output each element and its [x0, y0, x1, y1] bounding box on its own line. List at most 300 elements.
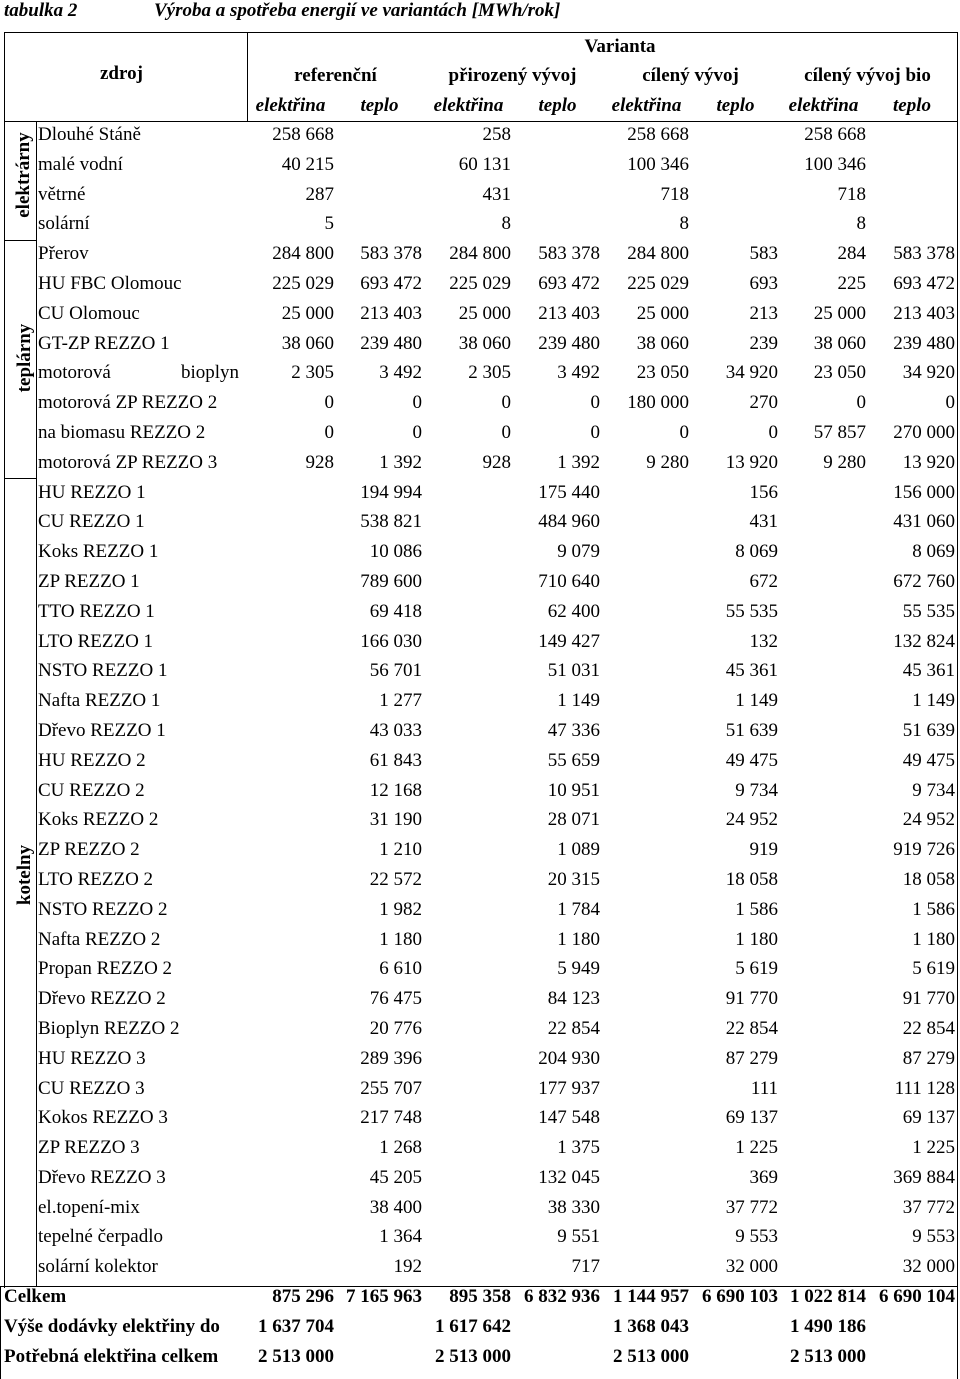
value-cell: 156 000 — [893, 481, 955, 503]
value-cell: 255 707 — [360, 1077, 422, 1099]
value-cell: 57 857 — [813, 421, 866, 443]
header-sub: teplo — [360, 95, 399, 116]
row-label: TTO REZZO 1 — [38, 600, 155, 622]
value-cell: 28 071 — [547, 809, 600, 831]
value-cell: 0 — [590, 392, 600, 414]
row-label: Bioplyn REZZO 2 — [38, 1017, 180, 1039]
table-header — [0, 0, 960, 122]
total-row — [0, 1313, 960, 1343]
value-cell: 239 — [749, 332, 778, 354]
value-cell: 132 045 — [538, 1166, 600, 1188]
value-cell: 1 368 043 — [613, 1315, 689, 1337]
row-label: Celkem — [4, 1286, 67, 1308]
value-cell: 1 149 — [912, 690, 955, 712]
table-row — [0, 1134, 960, 1164]
value-cell: 1 144 957 — [613, 1286, 689, 1308]
value-cell: 1 149 — [735, 690, 778, 712]
value-cell: 111 128 — [894, 1077, 955, 1099]
value-cell: 62 400 — [547, 600, 600, 622]
value-cell: 0 — [768, 421, 778, 443]
row-label: ZP REZZO 2 — [38, 839, 140, 861]
value-cell: 76 475 — [369, 988, 422, 1010]
value-cell: 8 — [501, 213, 511, 235]
value-cell: 928 — [482, 451, 511, 473]
value-cell: 20 315 — [547, 868, 600, 890]
group-label-kotelny: kotelny — [14, 844, 35, 906]
table-row — [0, 389, 960, 419]
row-label-secondary: bioplyn — [181, 362, 240, 384]
value-cell: 5 — [324, 213, 334, 235]
table-row — [0, 151, 960, 181]
value-cell: 284 800 — [627, 243, 689, 265]
value-cell: 1 180 — [379, 928, 422, 950]
value-cell: 194 994 — [360, 481, 422, 503]
value-cell: 22 854 — [902, 1017, 955, 1039]
table-row — [0, 479, 960, 509]
header-variant-cileny: cílený vývoj — [642, 65, 739, 86]
value-cell: 60 131 — [458, 153, 511, 175]
row-label: CU REZZO 1 — [38, 511, 145, 533]
value-cell: 32 000 — [725, 1256, 778, 1278]
value-cell: 3 492 — [379, 362, 422, 384]
header-sub: teplo — [716, 95, 755, 116]
value-cell: 37 772 — [902, 1196, 955, 1218]
value-cell: 1 149 — [557, 690, 600, 712]
value-cell: 23 050 — [636, 362, 689, 384]
table-row — [0, 628, 960, 658]
row-label: GT-ZP REZZO 1 — [38, 332, 170, 354]
value-cell: 225 029 — [272, 272, 334, 294]
value-cell: 2 513 000 — [258, 1345, 334, 1367]
value-cell: 37 772 — [725, 1196, 778, 1218]
value-cell: 12 168 — [369, 779, 422, 801]
value-cell: 25 000 — [281, 302, 334, 324]
table-row — [0, 1164, 960, 1194]
table-row — [0, 1223, 960, 1253]
table-row — [0, 747, 960, 777]
value-cell: 718 — [837, 183, 866, 205]
value-cell: 13 920 — [902, 451, 955, 473]
table-row — [0, 419, 960, 449]
value-cell: 9 280 — [823, 451, 866, 473]
table-row — [0, 1194, 960, 1224]
table-row — [0, 210, 960, 240]
value-cell: 31 190 — [369, 809, 422, 831]
value-cell: 287 — [305, 183, 334, 205]
value-cell: 49 475 — [902, 749, 955, 771]
value-cell: 84 123 — [547, 988, 600, 1010]
value-cell: 204 930 — [538, 1047, 600, 1069]
value-cell: 2 305 — [291, 362, 334, 384]
row-label: malé vodní — [38, 153, 123, 175]
total-row — [0, 1343, 960, 1373]
value-cell: 18 058 — [902, 868, 955, 890]
value-cell: 6 690 103 — [702, 1286, 778, 1308]
value-cell: 239 480 — [893, 332, 955, 354]
group-label-teplarny: teplárny — [14, 323, 35, 393]
row-label: HU REZZO 1 — [38, 481, 146, 503]
header-zdroj: zdroj — [100, 63, 143, 84]
value-cell: 22 854 — [547, 1017, 600, 1039]
value-cell: 225 — [837, 272, 866, 294]
table-row — [0, 240, 960, 270]
row-label: HU REZZO 3 — [38, 1047, 146, 1069]
value-cell: 1 392 — [557, 451, 600, 473]
value-cell: 693 472 — [893, 272, 955, 294]
value-cell: 69 137 — [725, 1107, 778, 1129]
value-cell: 928 — [305, 451, 334, 473]
value-cell: 672 760 — [893, 570, 955, 592]
value-cell: 9 553 — [735, 1226, 778, 1248]
row-label: NSTO REZZO 2 — [38, 898, 168, 920]
value-cell: 1 180 — [912, 928, 955, 950]
value-cell: 284 800 — [272, 243, 334, 265]
row-label: CU Olomouc — [38, 302, 140, 324]
border-header-split — [247, 32, 248, 121]
row-label: motorová ZP REZZO 3 — [38, 451, 218, 473]
value-cell: 258 668 — [272, 124, 334, 145]
value-cell: 875 296 — [272, 1286, 334, 1308]
value-cell: 1 180 — [557, 928, 600, 950]
value-cell: 789 600 — [360, 570, 422, 592]
value-cell: 5 619 — [912, 958, 955, 980]
row-label: Dřevo REZZO 2 — [38, 988, 166, 1010]
table-number: tabulka 2 — [4, 0, 78, 21]
value-cell: 175 440 — [538, 481, 600, 503]
value-cell: 0 — [590, 421, 600, 443]
header-sub: elektřina — [433, 95, 504, 116]
table-row — [0, 508, 960, 538]
value-cell: 87 279 — [725, 1047, 778, 1069]
table-row — [0, 181, 960, 211]
value-cell: 217 748 — [360, 1107, 422, 1129]
value-cell: 1 180 — [735, 928, 778, 950]
value-cell: 156 — [749, 481, 778, 503]
table-row — [0, 300, 960, 330]
value-cell: 49 475 — [725, 749, 778, 771]
row-label: Dlouhé Stáně — [38, 124, 141, 145]
table-body — [0, 121, 960, 1372]
value-cell: 147 548 — [538, 1107, 600, 1129]
row-label: solární — [38, 213, 90, 235]
value-cell: 132 — [749, 630, 778, 652]
row-label: Propan REZZO 2 — [38, 958, 173, 980]
value-cell: 1 982 — [379, 898, 422, 920]
value-cell: 51 639 — [725, 719, 778, 741]
value-cell: 25 000 — [458, 302, 511, 324]
value-cell: 538 821 — [360, 511, 422, 533]
value-cell: 51 031 — [547, 660, 600, 682]
table-row — [0, 270, 960, 300]
value-cell: 180 000 — [627, 392, 689, 414]
value-cell: 10 086 — [369, 541, 422, 563]
table-row — [0, 1253, 960, 1283]
value-cell: 239 480 — [360, 332, 422, 354]
row-label: ZP REZZO 3 — [38, 1137, 140, 1159]
value-cell: 583 — [749, 243, 778, 265]
value-cell: 225 029 — [449, 272, 511, 294]
value-cell: 20 776 — [369, 1017, 422, 1039]
value-cell: 431 060 — [893, 511, 955, 533]
row-label: Dřevo REZZO 1 — [38, 719, 166, 741]
row-label: LTO REZZO 1 — [38, 630, 154, 652]
value-cell: 0 — [856, 392, 866, 414]
value-cell: 45 361 — [902, 660, 955, 682]
value-cell: 38 060 — [636, 332, 689, 354]
value-cell: 7 165 963 — [346, 1286, 422, 1308]
value-cell: 55 535 — [902, 600, 955, 622]
table-row — [0, 687, 960, 717]
value-cell: 3 492 — [557, 362, 600, 384]
row-label: Přerov — [38, 243, 89, 265]
value-cell: 431 — [482, 183, 511, 205]
table-row — [0, 836, 960, 866]
value-cell: 431 — [749, 511, 778, 533]
value-cell: 9 553 — [912, 1226, 955, 1248]
group-label-elektrarny: elektrárny — [13, 132, 34, 218]
value-cell: 5 949 — [557, 958, 600, 980]
value-cell: 693 472 — [360, 272, 422, 294]
value-cell: 149 427 — [538, 630, 600, 652]
header-variant-cileny-bio: cílený vývoj bio — [804, 65, 931, 86]
value-cell: 9 551 — [557, 1226, 600, 1248]
value-cell: 270 000 — [893, 421, 955, 443]
table-row — [0, 1104, 960, 1134]
value-cell: 61 843 — [369, 749, 422, 771]
value-cell: 1 784 — [557, 898, 600, 920]
border-top — [4, 32, 958, 33]
value-cell: 0 — [501, 421, 511, 443]
value-cell: 710 640 — [538, 570, 600, 592]
value-cell: 213 403 — [893, 302, 955, 324]
table-row — [0, 985, 960, 1015]
value-cell: 270 — [749, 392, 778, 414]
value-cell: 1 268 — [379, 1137, 422, 1159]
value-cell: 895 358 — [449, 1286, 511, 1308]
value-cell: 38 060 — [813, 332, 866, 354]
table-row — [0, 1045, 960, 1075]
value-cell: 111 — [750, 1077, 778, 1099]
table-row — [0, 657, 960, 687]
value-cell: 258 668 — [627, 124, 689, 145]
value-cell: 24 952 — [902, 809, 955, 831]
value-cell: 5 619 — [735, 958, 778, 980]
value-cell: 0 — [324, 392, 334, 414]
value-cell: 55 659 — [547, 749, 600, 771]
value-cell: 132 824 — [893, 630, 955, 652]
table-row — [0, 955, 960, 985]
value-cell: 192 — [393, 1256, 422, 1278]
value-cell: 9 734 — [735, 779, 778, 801]
value-cell: 34 920 — [725, 362, 778, 384]
header-varianta: Varianta — [584, 36, 656, 57]
row-label: Nafta REZZO 1 — [38, 690, 161, 712]
value-cell: 91 770 — [902, 988, 955, 1010]
value-cell: 1 210 — [379, 839, 422, 861]
value-cell: 0 — [945, 392, 955, 414]
value-cell: 2 513 000 — [790, 1345, 866, 1367]
value-cell: 25 000 — [636, 302, 689, 324]
row-label: tepelné čerpadlo — [38, 1226, 164, 1248]
value-cell: 23 050 — [813, 362, 866, 384]
value-cell: 87 279 — [902, 1047, 955, 1069]
value-cell: 289 396 — [360, 1047, 422, 1069]
value-cell: 45 205 — [369, 1166, 422, 1188]
value-cell: 38 330 — [547, 1196, 600, 1218]
value-cell: 40 215 — [281, 153, 334, 175]
table-row — [0, 330, 960, 360]
row-label: ZP REZZO 1 — [38, 570, 140, 592]
value-cell: 369 — [749, 1166, 778, 1188]
value-cell: 22 854 — [725, 1017, 778, 1039]
value-cell: 225 029 — [627, 272, 689, 294]
row-label: Koks REZZO 1 — [38, 541, 159, 563]
value-cell: 0 — [412, 421, 422, 443]
value-cell: 100 346 — [804, 153, 866, 175]
value-cell: 91 770 — [725, 988, 778, 1010]
table-row — [0, 926, 960, 956]
value-cell: 55 535 — [725, 600, 778, 622]
value-cell: 18 058 — [725, 868, 778, 890]
table-row — [0, 1075, 960, 1105]
value-cell: 0 — [324, 421, 334, 443]
table-row — [0, 896, 960, 926]
value-cell: 47 336 — [547, 719, 600, 741]
value-cell: 43 033 — [369, 719, 422, 741]
value-cell: 258 668 — [804, 124, 866, 145]
value-cell: 1 617 642 — [435, 1315, 511, 1337]
value-cell: 34 920 — [902, 362, 955, 384]
value-cell: 919 726 — [893, 839, 955, 861]
value-cell: 69 137 — [902, 1107, 955, 1129]
value-cell: 1 637 704 — [258, 1315, 334, 1337]
value-cell: 9 079 — [557, 541, 600, 563]
value-cell: 284 800 — [449, 243, 511, 265]
table-row — [0, 121, 960, 151]
row-label: Dřevo REZZO 3 — [38, 1166, 166, 1188]
value-cell: 718 — [660, 183, 689, 205]
row-label: LTO REZZO 2 — [38, 868, 154, 890]
value-cell: 1 586 — [735, 898, 778, 920]
value-cell: 1 022 814 — [790, 1286, 866, 1308]
value-cell: 25 000 — [813, 302, 866, 324]
value-cell: 9 734 — [912, 779, 955, 801]
value-cell: 583 378 — [360, 243, 422, 265]
row-label: Koks REZZO 2 — [38, 809, 159, 831]
value-cell: 284 — [837, 243, 866, 265]
row-label: Nafta REZZO 2 — [38, 928, 161, 950]
row-label: Potřebná elektřina celkem — [4, 1345, 219, 1367]
value-cell: 672 — [749, 570, 778, 592]
value-cell: 583 378 — [538, 243, 600, 265]
value-cell: 213 403 — [538, 302, 600, 324]
value-cell: 166 030 — [360, 630, 422, 652]
table-row — [0, 806, 960, 836]
table-row — [0, 598, 960, 628]
value-cell: 239 480 — [538, 332, 600, 354]
value-cell: 1 225 — [912, 1137, 955, 1159]
value-cell: 2 305 — [468, 362, 511, 384]
value-cell: 177 937 — [538, 1077, 600, 1099]
value-cell: 213 403 — [360, 302, 422, 324]
value-cell: 9 280 — [646, 451, 689, 473]
value-cell: 22 572 — [369, 868, 422, 890]
value-cell: 258 — [482, 124, 511, 145]
header-variant-referencni: referenční — [294, 65, 377, 86]
header-sub: teplo — [538, 95, 577, 116]
header-sub: elektřina — [788, 95, 859, 116]
row-label: HU FBC Olomouc — [38, 272, 182, 294]
value-cell: 717 — [571, 1256, 600, 1278]
value-cell: 2 513 000 — [613, 1345, 689, 1367]
table-row — [0, 568, 960, 598]
value-cell: 38 060 — [281, 332, 334, 354]
row-label: CU REZZO 2 — [38, 779, 145, 801]
value-cell: 693 472 — [538, 272, 600, 294]
value-cell: 1 277 — [379, 690, 422, 712]
table-row — [0, 359, 960, 389]
row-label: CU REZZO 3 — [38, 1077, 145, 1099]
value-cell: 6 832 936 — [524, 1286, 600, 1308]
value-cell: 38 400 — [369, 1196, 422, 1218]
value-cell: 8 — [856, 213, 866, 235]
row-label: Kokos REZZO 3 — [38, 1107, 168, 1129]
value-cell: 56 701 — [369, 660, 422, 682]
row-label: solární kolektor — [38, 1256, 158, 1278]
value-cell: 1 089 — [557, 839, 600, 861]
value-cell: 213 — [749, 302, 778, 324]
header-sub: elektřina — [255, 95, 326, 116]
header-variant-prirozeny: přirozený vývoj — [448, 65, 577, 86]
value-cell: 8 — [679, 213, 689, 235]
value-cell: 0 — [501, 392, 511, 414]
value-cell: 13 920 — [725, 451, 778, 473]
value-cell: 100 346 — [627, 153, 689, 175]
header-sub: teplo — [893, 95, 931, 116]
row-label: na biomasu REZZO 2 — [38, 421, 206, 443]
value-cell: 45 361 — [725, 660, 778, 682]
value-cell: 38 060 — [458, 332, 511, 354]
total-row — [0, 1283, 960, 1313]
row-label: motorová — [38, 362, 111, 384]
value-cell: 8 069 — [912, 541, 955, 563]
value-cell: 1 375 — [557, 1137, 600, 1159]
table-title: Výroba a spotřeba energií ve variantách [MWh/rok] — [154, 0, 561, 21]
row-label: HU REZZO 2 — [38, 749, 146, 771]
value-cell: 0 — [412, 392, 422, 414]
value-cell: 1 586 — [912, 898, 955, 920]
value-cell: 693 — [749, 272, 778, 294]
table-row — [0, 1015, 960, 1045]
row-label: NSTO REZZO 1 — [38, 660, 168, 682]
value-cell: 0 — [679, 421, 689, 443]
row-label: el.topení-mix — [38, 1196, 140, 1218]
value-cell: 2 513 000 — [435, 1345, 511, 1367]
value-cell: 69 418 — [369, 600, 422, 622]
value-cell: 6 610 — [379, 958, 422, 980]
value-cell: 484 960 — [538, 511, 600, 533]
value-cell: 51 639 — [902, 719, 955, 741]
row-label: Výše dodávky elektřiny do — [4, 1315, 220, 1337]
row-label: větrné — [38, 183, 86, 205]
table-row — [0, 866, 960, 896]
value-cell: 10 951 — [547, 779, 600, 801]
value-cell: 919 — [749, 839, 778, 861]
value-cell: 583 378 — [893, 243, 955, 265]
value-cell: 8 069 — [735, 541, 778, 563]
value-cell: 6 690 104 — [879, 1286, 955, 1308]
header-sub: elektřina — [611, 95, 682, 116]
